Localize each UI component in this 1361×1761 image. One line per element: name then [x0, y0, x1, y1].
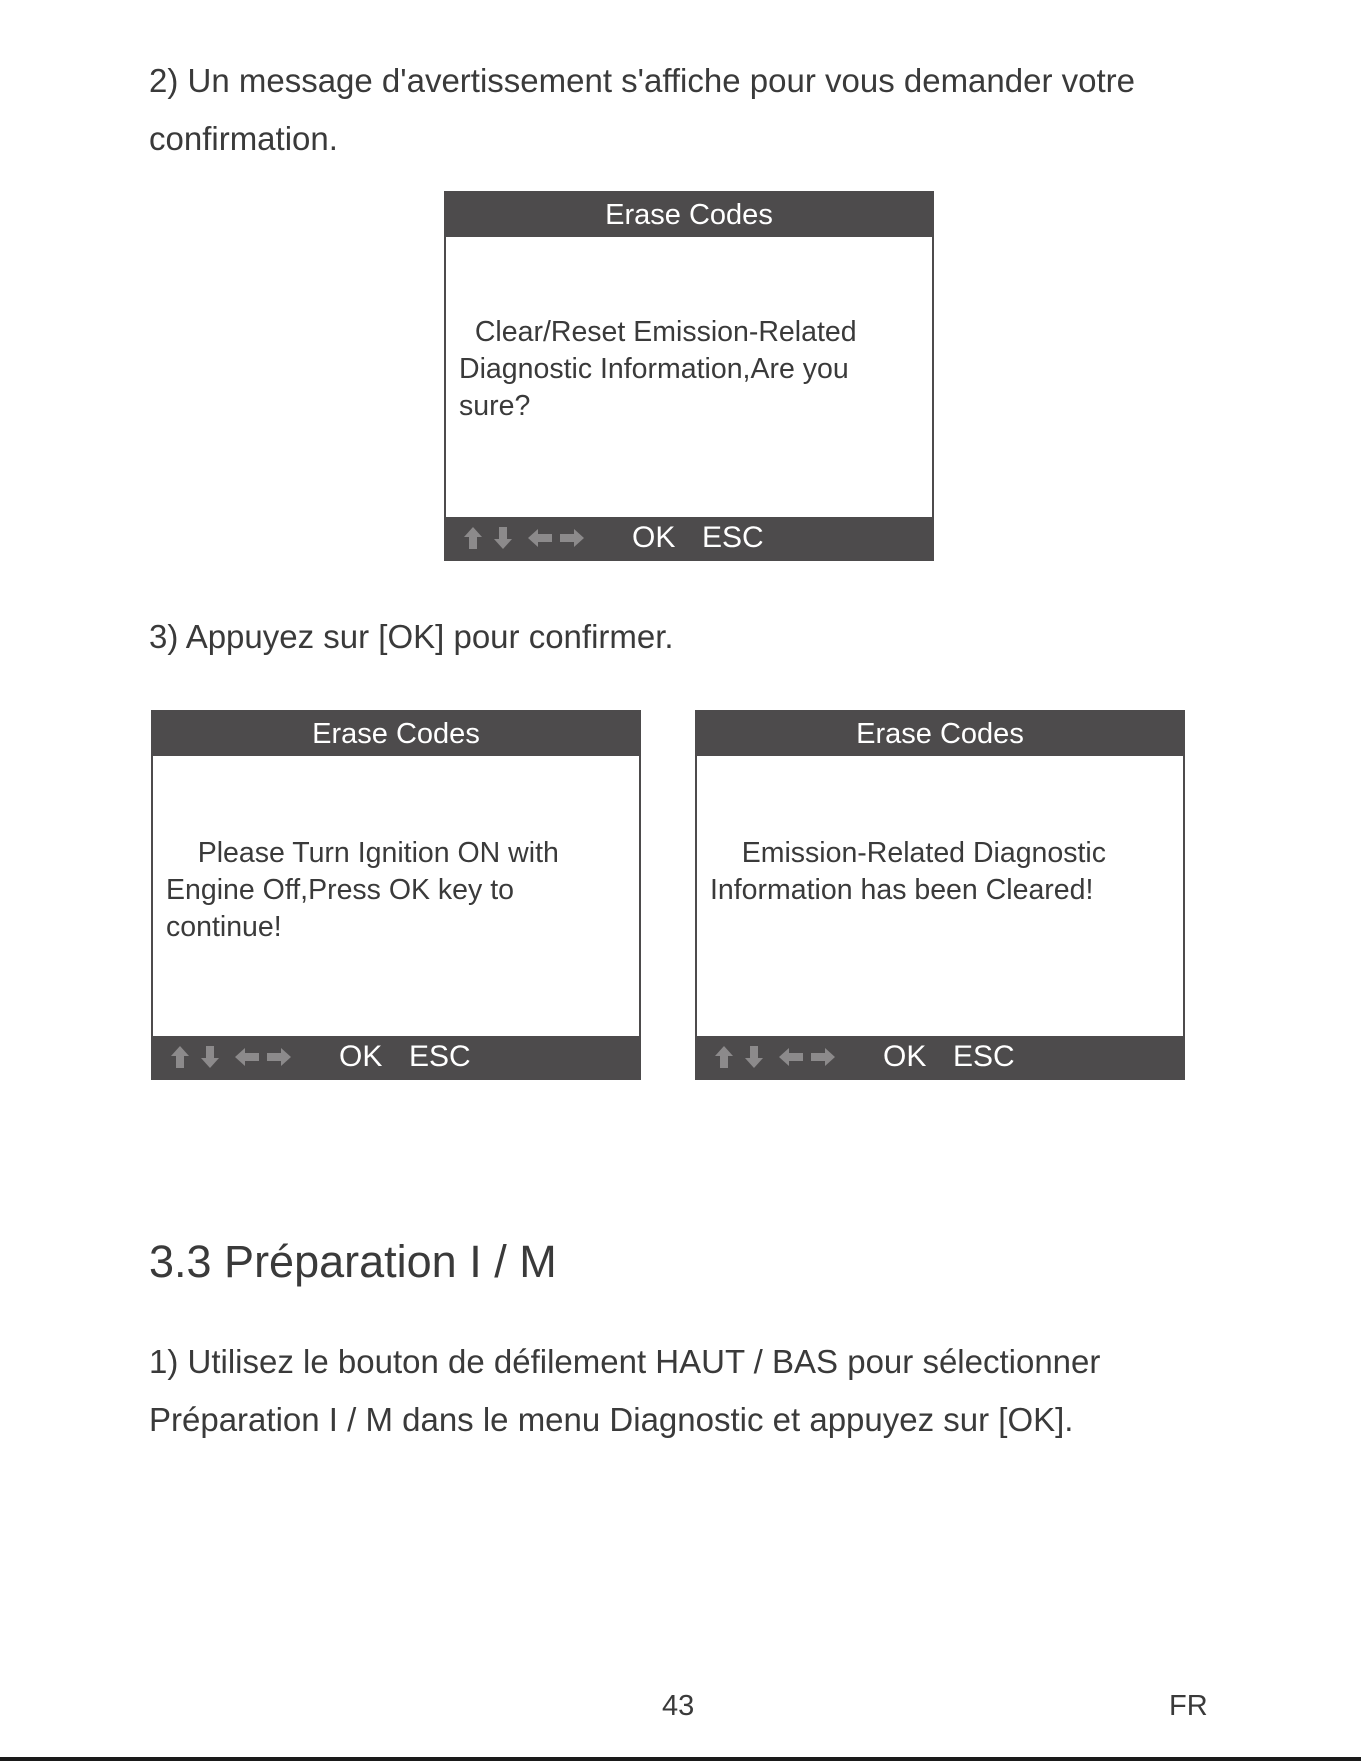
step-2-paragraph [149, 52, 1229, 168]
navigation-arrows [167, 1044, 293, 1070]
esc-key-label: ESC [702, 521, 764, 554]
arrow-up-icon [711, 1044, 737, 1070]
navigation-arrows [460, 525, 586, 551]
arrow-right-icon [809, 1044, 837, 1070]
erase-codes-confirm-screen [444, 191, 934, 561]
bottom-rule [0, 1757, 1361, 1761]
screen-title: Erase Codes [697, 712, 1183, 756]
step-3-paragraph: 3) Appuyez sur [OK] pour confirmer. [149, 618, 674, 655]
screen-footer [446, 517, 932, 559]
step-2-line-2: confirmation. [149, 120, 338, 157]
ok-key-label: OK [339, 1040, 383, 1073]
arrow-down-icon [197, 1044, 223, 1070]
arrow-up-icon [460, 525, 486, 551]
arrow-left-icon [777, 1044, 805, 1070]
screen-message: Please Turn Ignition ON with Engine Off,Press OK key to continue! [166, 837, 559, 943]
erase-codes-cleared-screen [695, 710, 1185, 1080]
language-code: FR [1169, 1690, 1208, 1722]
step-1-line-2: Préparation I / M dans le menu Diagnostic et appuyez sur [OK]. [149, 1401, 1074, 1438]
arrow-right-icon [558, 525, 586, 551]
step-1-line-1: 1) Utilisez le bouton de défilement HAUT / BAS pour sélectionner [149, 1343, 1101, 1380]
arrow-left-icon [233, 1044, 261, 1070]
page-number: 43 [662, 1690, 695, 1722]
screen-message: Emission-Related Diagnostic Information has been Cleared! [710, 837, 1107, 906]
screen-footer [153, 1036, 639, 1078]
navigation-arrows [711, 1044, 837, 1070]
arrow-up-icon [167, 1044, 193, 1070]
section-heading: 3.3 Préparation I / M [149, 1236, 557, 1287]
arrow-down-icon [741, 1044, 767, 1070]
screen-message: Clear/Reset Emission-Related Diagnostic Information,Are you sure? [459, 316, 857, 422]
esc-key-label: ESC [953, 1040, 1015, 1073]
erase-codes-ignition-screen [151, 710, 641, 1080]
screen-footer [697, 1036, 1183, 1078]
screen-title: Erase Codes [446, 193, 932, 237]
ok-key-label: OK [632, 521, 676, 554]
step-2-line-1: 2) Un message d'avertissement s'affiche pour vous demander votre [149, 62, 1135, 99]
arrow-left-icon [526, 525, 554, 551]
arrow-down-icon [490, 525, 516, 551]
esc-key-label: ESC [409, 1040, 471, 1073]
arrow-right-icon [265, 1044, 293, 1070]
screen-title: Erase Codes [153, 712, 639, 756]
ok-key-label: OK [883, 1040, 927, 1073]
step-1-paragraph [149, 1333, 1229, 1449]
